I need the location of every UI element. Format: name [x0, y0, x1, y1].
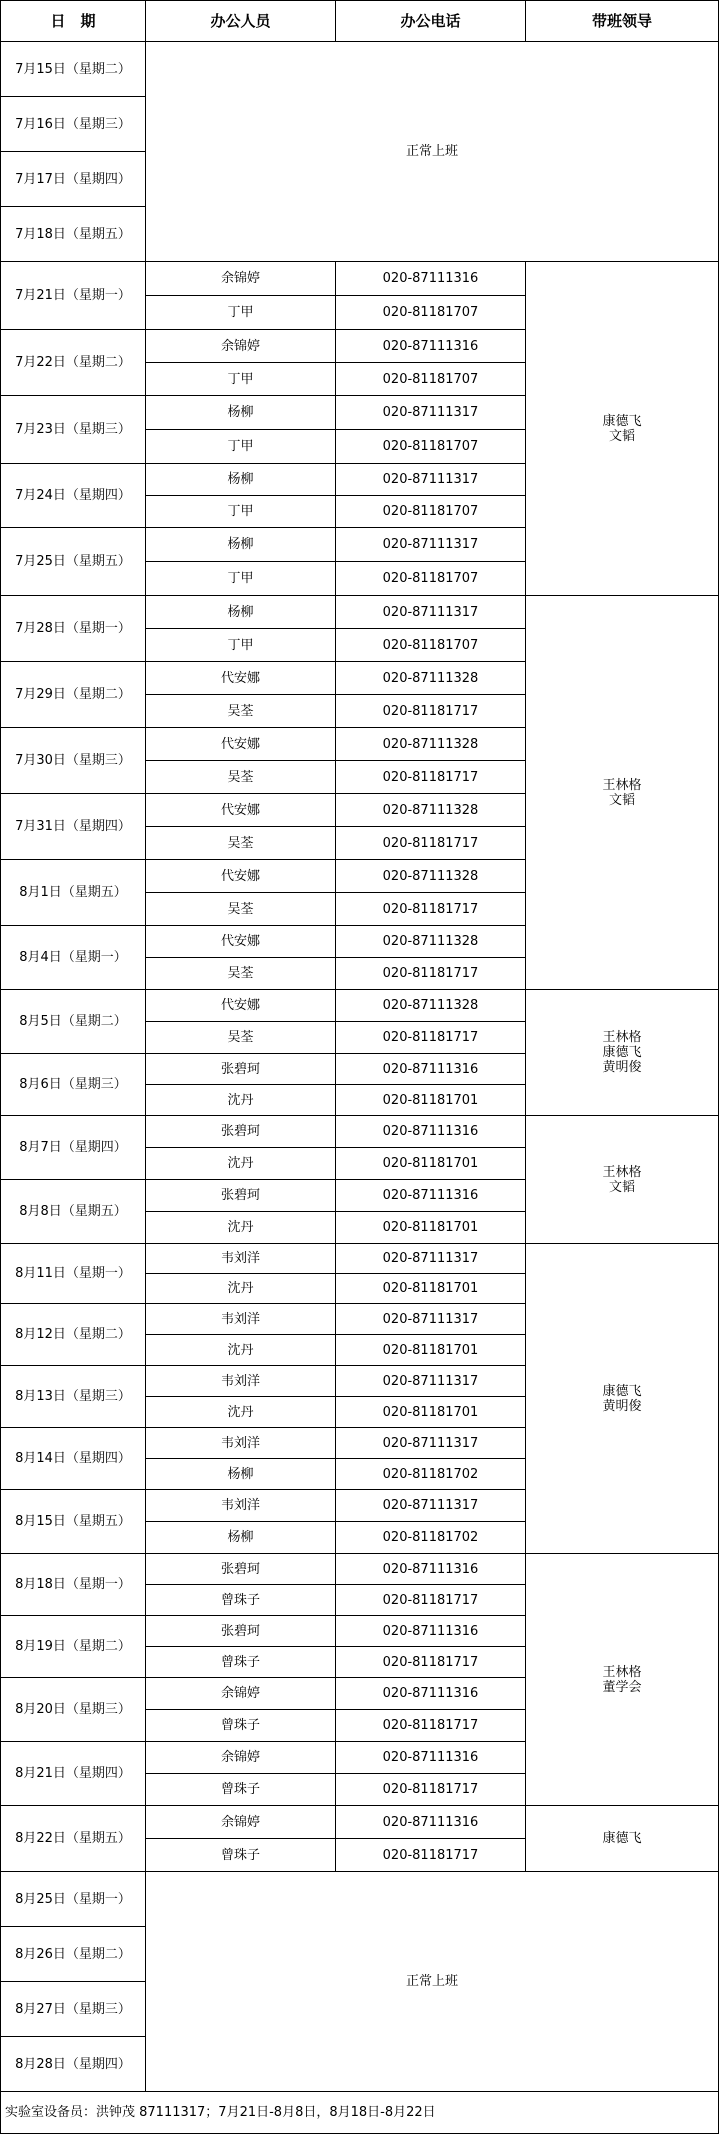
header-phone: 办公电话 [336, 1, 526, 42]
staff-name-cell: 张碧珂 [146, 1116, 336, 1148]
date-cell: 8月22日（星期五） [1, 1806, 146, 1872]
staff-name-cell: 沈丹 [146, 1274, 336, 1304]
phone-cell: 020-87111317 [336, 1490, 526, 1522]
phone-cell: 020-87111316 [336, 1116, 526, 1148]
date-cell: 7月28日（星期一） [1, 596, 146, 662]
phone-cell: 020-81181717 [336, 1647, 526, 1678]
date-cell: 7月30日（星期三） [1, 728, 146, 794]
date-cell: 7月22日（星期二） [1, 330, 146, 396]
phone-cell: 020-81181717 [336, 893, 526, 926]
phone-cell: 020-81181702 [336, 1459, 526, 1490]
staff-name-cell: 丁甲 [146, 296, 336, 330]
phone-cell: 020-81181707 [336, 430, 526, 464]
staff-name-cell: 韦刘洋 [146, 1428, 336, 1459]
phone-cell: 020-87111316 [336, 1806, 526, 1839]
date-cell: 8月5日（星期二） [1, 990, 146, 1054]
phone-cell: 020-87111316 [336, 1180, 526, 1212]
phone-cell: 020-87111317 [336, 1244, 526, 1274]
date-cell: 8月8日（星期五） [1, 1180, 146, 1244]
table-row [1, 1554, 719, 1585]
schedule-body [1, 42, 719, 2134]
staff-name-cell: 曾珠子 [146, 1774, 336, 1806]
staff-name-cell: 代安娜 [146, 990, 336, 1022]
phone-cell: 020-87111316 [336, 1554, 526, 1585]
date-cell: 8月11日（星期一） [1, 1244, 146, 1304]
table-row [1, 1806, 719, 1839]
staff-name-cell: 杨柳 [146, 1459, 336, 1490]
date-cell: 8月18日（星期一） [1, 1554, 146, 1616]
staff-name-cell: 丁甲 [146, 629, 336, 662]
staff-name-cell: 杨柳 [146, 464, 336, 496]
phone-cell: 020-81181707 [336, 496, 526, 528]
date-cell: 7月31日（星期四） [1, 794, 146, 860]
phone-cell: 020-87111317 [336, 1366, 526, 1397]
phone-cell: 020-81181701 [336, 1212, 526, 1244]
staff-name-cell: 韦刘洋 [146, 1366, 336, 1397]
header-date: 日 期 [1, 1, 146, 42]
table-row [1, 262, 719, 296]
header-staff: 办公人员 [146, 1, 336, 42]
leader-cell: 王林格 文韬 [526, 1116, 719, 1244]
staff-name-cell: 代安娜 [146, 860, 336, 893]
staff-name-cell: 杨柳 [146, 528, 336, 562]
date-cell: 7月24日（星期四） [1, 464, 146, 528]
phone-cell: 020-81181701 [336, 1148, 526, 1180]
date-cell: 8月19日（星期二） [1, 1616, 146, 1678]
staff-name-cell: 余锦婷 [146, 330, 336, 363]
staff-name-cell: 余锦婷 [146, 262, 336, 296]
phone-cell: 020-81181717 [336, 958, 526, 990]
phone-cell: 020-87111328 [336, 990, 526, 1022]
date-cell: 7月17日（星期四） [1, 152, 146, 207]
date-cell: 7月29日（星期二） [1, 662, 146, 728]
date-cell: 8月25日（星期一） [1, 1872, 146, 1927]
staff-name-cell: 韦刘洋 [146, 1304, 336, 1335]
staff-name-cell: 张碧珂 [146, 1616, 336, 1647]
staff-name-cell: 代安娜 [146, 662, 336, 695]
phone-cell: 020-81181701 [336, 1335, 526, 1366]
phone-cell: 020-81181717 [336, 1710, 526, 1742]
phone-cell: 020-87111317 [336, 1428, 526, 1459]
staff-name-cell: 沈丹 [146, 1085, 336, 1116]
phone-cell: 020-87111316 [336, 330, 526, 363]
leader-cell: 康德飞 文韬 [526, 262, 719, 596]
phone-cell: 020-87111317 [336, 464, 526, 496]
staff-name-cell: 吴荃 [146, 958, 336, 990]
phone-cell: 020-81181701 [336, 1274, 526, 1304]
date-cell: 8月13日（星期三） [1, 1366, 146, 1428]
equipment-staff-note: 实验室设备员：洪钟茂 87111317；7月21日-8月8日，8月18日-8月22日 [1, 2092, 719, 2134]
phone-cell: 020-81181717 [336, 1585, 526, 1616]
leader-cell: 王林格 康德飞 黄明俊 [526, 990, 719, 1116]
date-cell: 7月23日（星期三） [1, 396, 146, 464]
leader-cell: 王林格 文韬 [526, 596, 719, 990]
staff-name-cell: 曾珠子 [146, 1647, 336, 1678]
staff-name-cell: 张碧珂 [146, 1554, 336, 1585]
phone-cell: 020-87111317 [336, 396, 526, 430]
table-row [1, 990, 719, 1022]
header-leader: 带班领导 [526, 1, 719, 42]
date-cell: 8月1日（星期五） [1, 860, 146, 926]
table-row [1, 1244, 719, 1274]
phone-cell: 020-87111316 [336, 1678, 526, 1710]
normal-work-cell: 正常上班 [146, 42, 719, 262]
staff-name-cell: 吴荃 [146, 1022, 336, 1054]
staff-name-cell: 代安娜 [146, 926, 336, 958]
staff-name-cell: 余锦婷 [146, 1678, 336, 1710]
staff-name-cell: 丁甲 [146, 562, 336, 596]
normal-work-cell: 正常上班 [146, 1872, 719, 2092]
table-row [1, 1116, 719, 1148]
phone-cell: 020-87111317 [336, 1304, 526, 1335]
phone-cell: 020-87111328 [336, 728, 526, 761]
phone-cell: 020-81181717 [336, 1839, 526, 1872]
leader-cell: 王林格 董学会 [526, 1554, 719, 1806]
staff-name-cell: 代安娜 [146, 728, 336, 761]
staff-name-cell: 杨柳 [146, 1522, 336, 1554]
date-cell: 8月20日（星期三） [1, 1678, 146, 1742]
staff-name-cell: 沈丹 [146, 1212, 336, 1244]
phone-cell: 020-81181707 [336, 562, 526, 596]
staff-name-cell: 韦刘洋 [146, 1244, 336, 1274]
phone-cell: 020-81181717 [336, 695, 526, 728]
phone-cell: 020-87111316 [336, 1616, 526, 1647]
phone-cell: 020-87111328 [336, 860, 526, 893]
phone-cell: 020-81181701 [336, 1085, 526, 1116]
staff-name-cell: 韦刘洋 [146, 1490, 336, 1522]
date-cell: 8月6日（星期三） [1, 1054, 146, 1116]
phone-cell: 020-81181707 [336, 629, 526, 662]
phone-cell: 020-81181707 [336, 363, 526, 396]
staff-name-cell: 吴荃 [146, 827, 336, 860]
date-cell: 7月15日（星期二） [1, 42, 146, 97]
phone-cell: 020-81181707 [336, 296, 526, 330]
date-cell: 8月12日（星期二） [1, 1304, 146, 1366]
staff-name-cell: 丁甲 [146, 430, 336, 464]
staff-name-cell: 曾珠子 [146, 1585, 336, 1616]
date-cell: 8月26日（星期二） [1, 1927, 146, 1982]
date-cell: 7月21日（星期一） [1, 262, 146, 330]
staff-name-cell: 沈丹 [146, 1148, 336, 1180]
staff-name-cell: 余锦婷 [146, 1742, 336, 1774]
date-cell: 8月15日（星期五） [1, 1490, 146, 1554]
phone-cell: 020-87111328 [336, 794, 526, 827]
date-cell: 8月4日（星期一） [1, 926, 146, 990]
leader-cell: 康德飞 [526, 1806, 719, 1872]
phone-cell: 020-87111316 [336, 1054, 526, 1085]
footer-row [1, 2092, 719, 2134]
staff-name-cell: 曾珠子 [146, 1710, 336, 1742]
date-cell: 7月16日（星期三） [1, 97, 146, 152]
date-cell: 7月25日（星期五） [1, 528, 146, 596]
date-cell: 8月21日（星期四） [1, 1742, 146, 1806]
phone-cell: 020-81181717 [336, 761, 526, 794]
staff-name-cell: 吴荃 [146, 695, 336, 728]
table-row [1, 596, 719, 629]
date-cell: 8月28日（星期四） [1, 2037, 146, 2092]
date-cell: 8月27日（星期三） [1, 1982, 146, 2037]
staff-name-cell: 吴荃 [146, 761, 336, 794]
staff-name-cell: 吴荃 [146, 893, 336, 926]
staff-name-cell: 余锦婷 [146, 1806, 336, 1839]
phone-cell: 020-87111316 [336, 262, 526, 296]
phone-cell: 020-81181717 [336, 1774, 526, 1806]
phone-cell: 020-81181701 [336, 1397, 526, 1428]
staff-name-cell: 丁甲 [146, 363, 336, 396]
table-row [1, 1872, 719, 1927]
phone-cell: 020-87111328 [336, 662, 526, 695]
staff-name-cell: 沈丹 [146, 1335, 336, 1366]
leader-cell: 康德飞 黄明俊 [526, 1244, 719, 1554]
phone-cell: 020-87111317 [336, 596, 526, 629]
staff-name-cell: 杨柳 [146, 396, 336, 430]
staff-name-cell: 杨柳 [146, 596, 336, 629]
phone-cell: 020-87111328 [336, 926, 526, 958]
table-row [1, 42, 719, 97]
staff-name-cell: 代安娜 [146, 794, 336, 827]
date-cell: 8月14日（星期四） [1, 1428, 146, 1490]
staff-name-cell: 丁甲 [146, 496, 336, 528]
date-cell: 8月7日（星期四） [1, 1116, 146, 1180]
staff-name-cell: 曾珠子 [146, 1839, 336, 1872]
phone-cell: 020-87111316 [336, 1742, 526, 1774]
date-cell: 7月18日（星期五） [1, 207, 146, 262]
header-row [1, 1, 719, 42]
staff-name-cell: 沈丹 [146, 1397, 336, 1428]
staff-name-cell: 张碧珂 [146, 1054, 336, 1085]
phone-cell: 020-87111317 [336, 528, 526, 562]
phone-cell: 020-81181717 [336, 1022, 526, 1054]
staff-name-cell: 张碧珂 [146, 1180, 336, 1212]
phone-cell: 020-81181717 [336, 827, 526, 860]
phone-cell: 020-81181702 [336, 1522, 526, 1554]
